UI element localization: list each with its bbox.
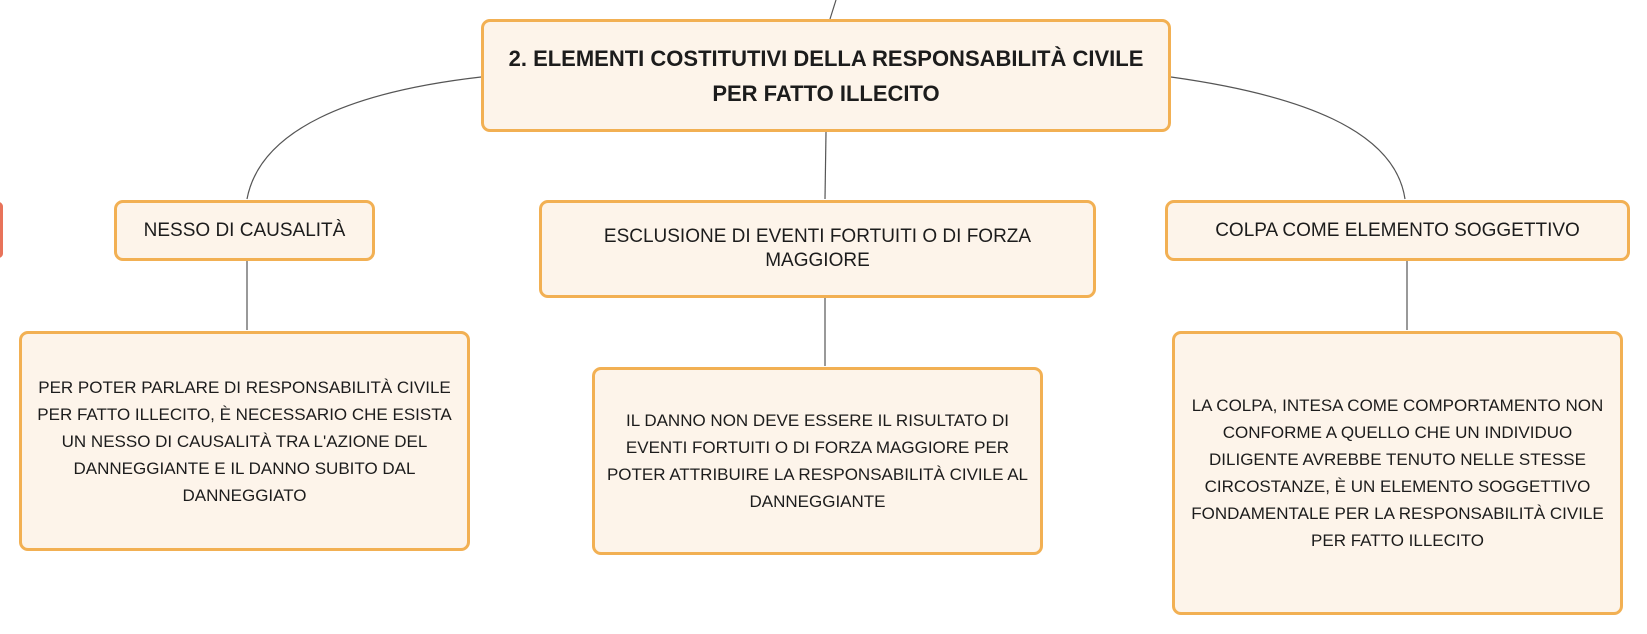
detail-node-text: PER POTER PARLARE DI RESPONSABILITÀ CIVILE PER FATTO ILLECITO, È NECESSARIO CHE ESISTA UN NESSO DI CAUSALITÀ TRA L'AZIONE DEL DANNEGGIANTE E IL DANNO SUBITO DAL DANNEGGIATO	[37, 377, 452, 505]
branch-node-esclusione-eventi-fortuiti[interactable]	[539, 200, 1096, 298]
branch-node-colpa[interactable]	[1165, 200, 1630, 261]
root-node-label: 2. ELEMENTI COSTITUTIVI DELLA RESPONSABILITÀ CIVILE PER FATTO ILLECITO	[508, 45, 1144, 106]
connector-root-to-nesso	[247, 77, 481, 199]
root-node[interactable]	[481, 19, 1171, 132]
branch-node-label: NESSO DI CAUSALITÀ	[143, 219, 346, 241]
branch-node-label: COLPA COME ELEMENTO SOGGETTIVO	[1215, 219, 1580, 241]
detail-node-esclusione-eventi-fortuiti[interactable]	[592, 367, 1043, 555]
detail-node-text: LA COLPA, INTESA COME COMPORTAMENTO NON CONFORME A QUELLO CHE UN INDIVIDUO DILIGENTE AVREBBE TENUTO NELLE STESSE CIRCOSTANZE, È UN ELEMENTO SOGGETTIVO FONDAMENTALE PER LA RESPONSABILITÀ CIVILE PER FATTO ILLECITO	[1191, 396, 1604, 550]
offscreen-node-edge	[0, 202, 3, 258]
branch-node-nesso-di-causalita[interactable]	[114, 200, 375, 261]
detail-node-colpa[interactable]	[1172, 331, 1623, 615]
connector-root-to-colpa	[1171, 77, 1405, 199]
detail-node-nesso-di-causalita[interactable]	[19, 331, 470, 551]
branch-node-label: ESCLUSIONE DI EVENTI FORTUITI O DI FORZA MAGGIORE	[603, 226, 1032, 271]
detail-node-text: IL DANNO NON DEVE ESSERE IL RISULTATO DI EVENTI FORTUITI O DI FORZA MAGGIORE PER POTER ATTRIBUIRE LA RESPONSABILITÀ CIVILE AL DANNEGGIANTE	[606, 411, 1029, 511]
connector-root-to-esclusione	[825, 132, 826, 199]
connector-to-parent	[830, 0, 836, 19]
